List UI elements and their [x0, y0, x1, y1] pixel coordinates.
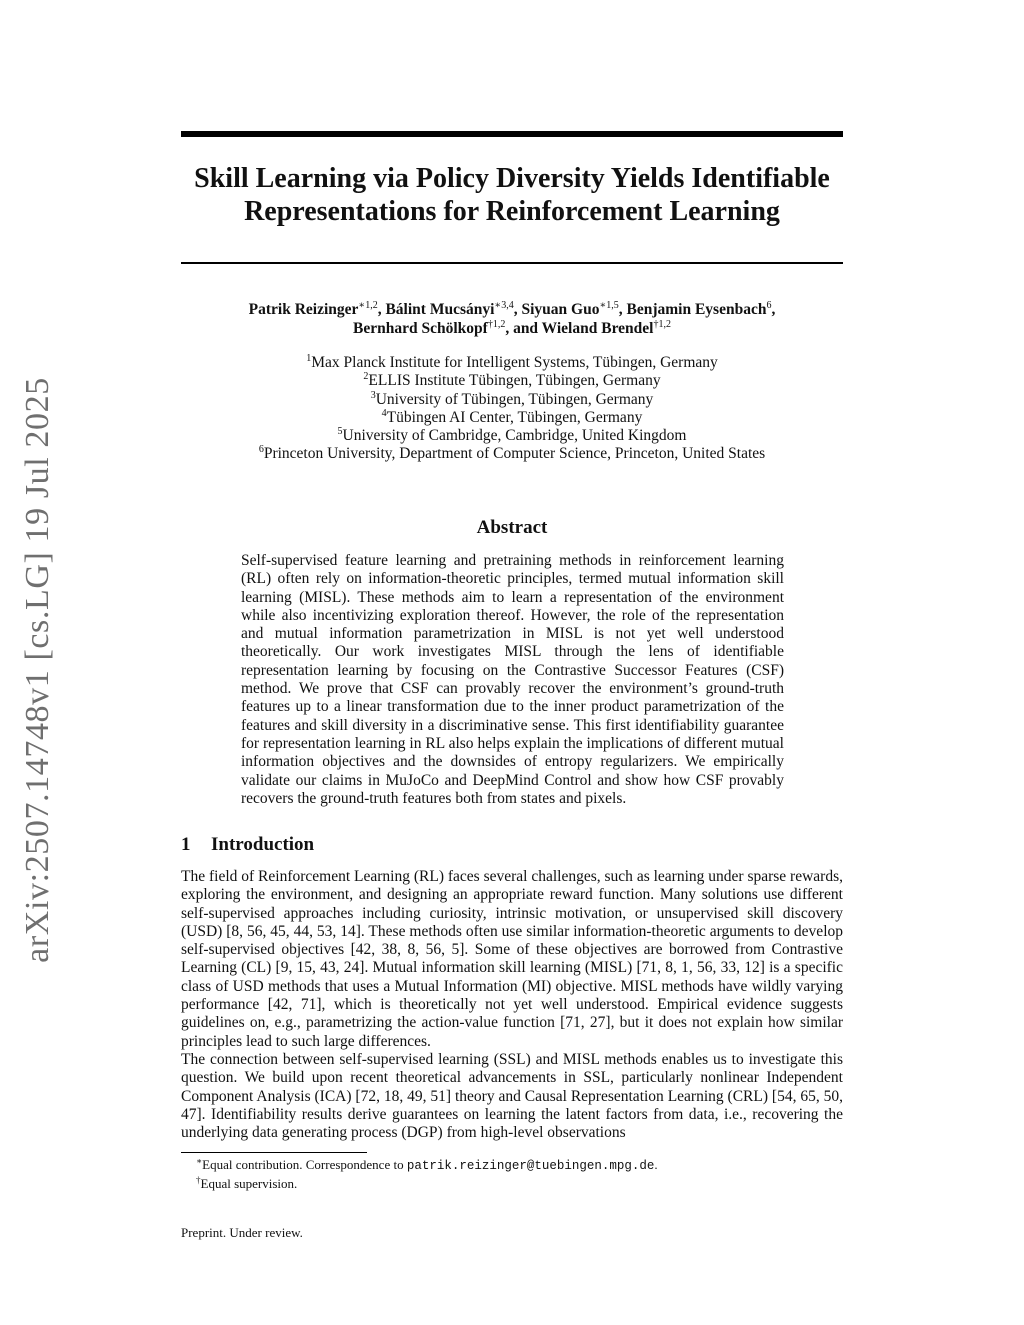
footnote-text: Equal contribution. Correspondence to	[202, 1157, 407, 1172]
affiliation-text: Tübingen AI Center, Tübingen, Germany	[386, 408, 643, 426]
footnote-end: .	[654, 1157, 658, 1172]
author-separator: ,	[377, 301, 386, 318]
author-affil-marks: ∗1,2	[358, 300, 378, 311]
affiliation-line	[181, 354, 843, 372]
author-separator: , and	[505, 320, 542, 337]
footnote-equal-supervision	[196, 1175, 836, 1192]
affiliation-number: 3	[370, 389, 376, 401]
affiliation-text: ELLIS Institute Tübingen, Tübingen, Germany	[368, 372, 661, 390]
affiliation-number: 5	[337, 426, 343, 438]
affiliation-text: University of Tübingen, Tübingen, Germany	[375, 390, 654, 408]
affiliation-line	[181, 409, 843, 427]
abstract-text: Self-supervised feature learning and pretraining methods in reinforcement learning (RL) often rely on information-theoretic principles, termed mutual information skill learning (MISL). These methods aim to learn a representation of the environment while also incentivizing exploration thereof. However, the role of the representation and mutual information parametrization in MISL is not yet well understood theoretically. Our work investigates MISL through the lens of identifiable representation learning by focusing on the Contrastive Successor Features (CSF) method. We prove that CSF can provably recover the environment’s ground-truth features up to a linear transformation due to the inner product parametrization of the features and skill diversity in a discriminative sense. This first identifiability guarantee for representation learning in RL also helps explain the implications of different mutual information objectives and the downsides of entropy regularizers. We empirically validate our claims in MuJoCo and DeepMind Control and show how CSF provably recovers the ground-truth features both from states and pixels.	[241, 552, 784, 807]
affiliation-text: Max Planck Institute for Intelligent Systems, Tübingen, Germany	[311, 354, 718, 371]
affiliation-text: University of Cambridge, Cambridge, United Kingdom	[342, 427, 687, 445]
affiliation-text: Princeton University, Department of Computer Science, Princeton, United States	[263, 445, 766, 463]
affiliation-line	[181, 372, 843, 390]
footnote-equal-contribution	[196, 1156, 836, 1175]
abstract-heading: Abstract	[476, 517, 548, 538]
affiliation-number: 4	[381, 407, 387, 419]
footnotes	[196, 1156, 836, 1192]
affiliation-line	[181, 427, 843, 445]
paragraph: The field of Reinforcement Learning (RL) faces several challenges, such as learning under sparse rewards, exploring the environment, and designing an appropriate reward function. Many solutions use different self-supervised approaches including curiosity, intrinsic motivation, or unsupervised skill discovery (USD) [8, 56, 45, 44, 53, 14]. These methods often use similar information-theoretic arguments to develop self-supervised objectives [42, 38, 8, 56, 5]. Some of these objectives are borrowed from Contrastive Learning (CL) [9, 15, 43, 24]. Mutual information skill learning (MISL) [71, 8, 1, 56, 33, 12] is a specific class of USD methods that uses a Mutual Information (MI) objective. MISL methods have wildly varying performance [42, 71], which is theoretically not yet well understood. Empirical evidence suggests guidelines on, e.g., parametrizing the action-value function [71, 27], but it does not explain how similar principles lead to such large differences.	[181, 868, 843, 1050]
author-affil-marks: ∗1,5	[599, 300, 619, 311]
title-top-rule	[181, 131, 843, 137]
footnote-mark: ∗	[196, 1156, 203, 1166]
paper-title: Skill Learning via Policy Diversity Yields Identifiable Representations for Reinforcement Learning	[194, 163, 830, 227]
footnote-mark: †	[196, 1175, 201, 1185]
arxiv-identifier	[8, 377, 68, 963]
author-separator: ,	[771, 301, 776, 318]
section-heading-introduction	[181, 834, 314, 856]
author-name: Bálint Mucsányi	[385, 301, 495, 318]
author-name: Wieland Brendel	[541, 320, 654, 337]
paragraph: The connection between self-supervised learning (SSL) and MISL methods enables us to investigate this question. We build upon recent theoretical advancements in SSL, particularly nonlinear Independent Component Analysis (ICA) [72, 18, 49, 51] theory and Causal Representation Learning (CRL) [54, 65, 50, 47]. Identifiability results derive guarantees on learning the latent factors from data, i.e., recovering the underlying data generating process (DGP) from high-level observations	[181, 1050, 843, 1142]
author-separator: ,	[618, 301, 627, 318]
title-bottom-rule	[181, 262, 843, 264]
affiliation-line	[181, 391, 843, 409]
author-affil-marks: ∗3,4	[494, 300, 514, 311]
author-affil-marks: †1,2	[653, 319, 671, 330]
author-name: Bernhard Schölkopf	[353, 320, 488, 337]
correspondence-email: patrik.reizinger@tuebingen.mpg.de	[406, 1159, 655, 1173]
affiliation-number: 2	[363, 371, 369, 383]
footnote-rule	[181, 1152, 367, 1153]
author-name: Benjamin Eysenbach	[626, 301, 767, 318]
section-title: Introduction	[211, 834, 315, 855]
author-separator: ,	[513, 301, 522, 318]
author-name: Siyuan Guo	[521, 301, 600, 318]
affiliation-number: 6	[258, 444, 264, 456]
section-number: 1	[181, 834, 191, 855]
introduction-body	[181, 868, 843, 1142]
author-name: Patrik Reizinger	[248, 301, 359, 318]
affiliation-list	[181, 354, 843, 464]
author-list	[181, 300, 843, 338]
footnote-text: Equal supervision.	[200, 1176, 298, 1191]
arxiv-identifier-text: arXiv:2507.14748v1 [cs.LG] 19 Jul 2025	[19, 377, 57, 963]
author-affil-marks: †1,2	[487, 319, 506, 330]
author-affil-marks: 6	[766, 300, 772, 311]
preprint-notice: Preprint. Under review.	[181, 1225, 303, 1240]
affiliation-line	[181, 445, 843, 463]
affiliation-number: 1	[306, 353, 312, 364]
